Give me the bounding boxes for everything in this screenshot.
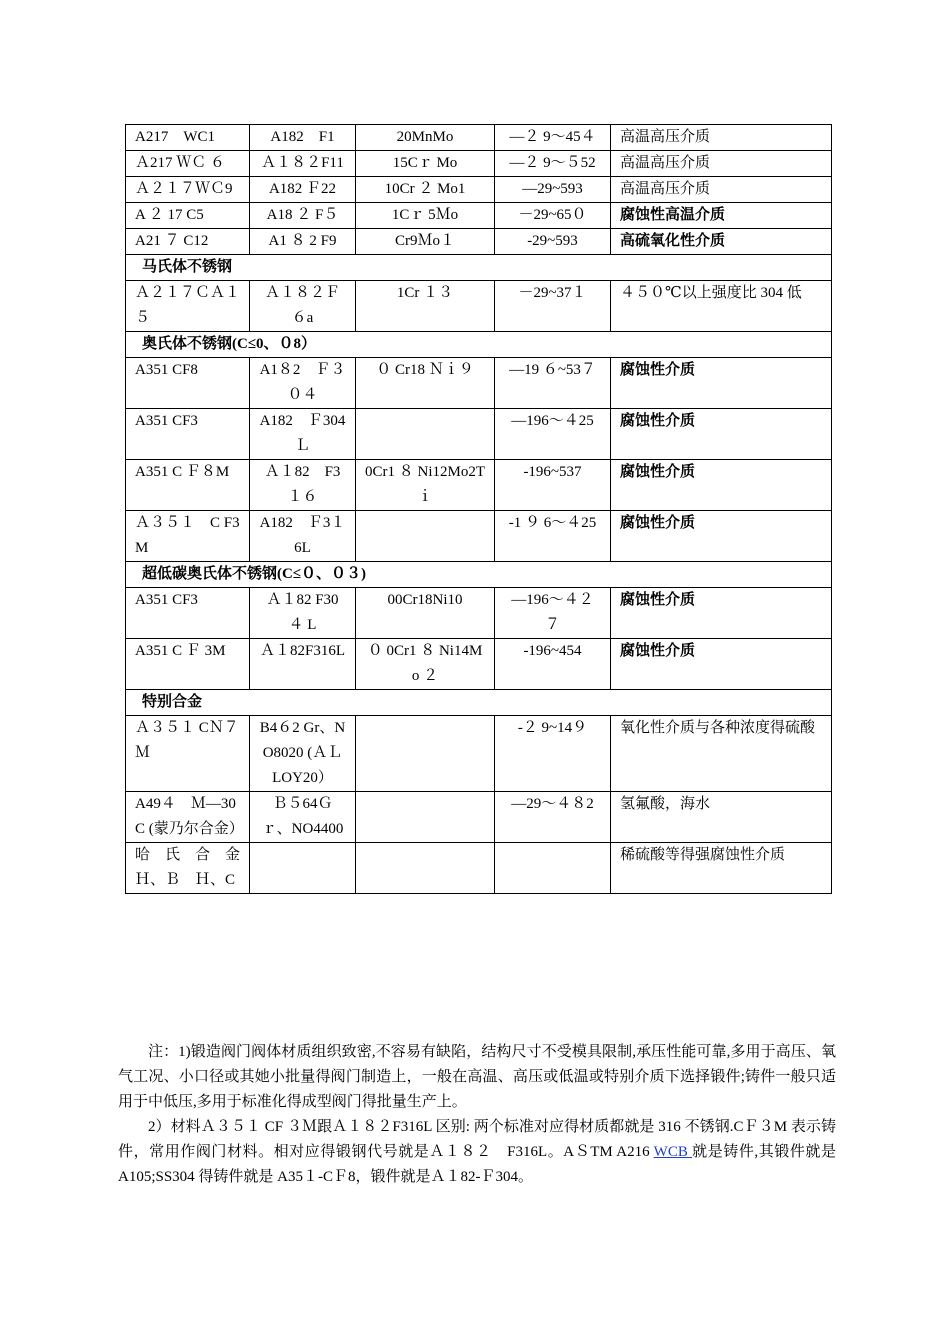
application-cell: 腐蚀性介质 [611, 358, 832, 409]
cast-material-cell: 哈 氏 合 金 Ｈ、Ｂ Ｈ、C [126, 843, 250, 894]
application-cell: 高温高压介质 [611, 125, 832, 151]
temperature-range-cell: —29～４８2 [495, 792, 611, 843]
table-row [126, 229, 832, 255]
table-row [126, 716, 832, 792]
section-header-row [126, 332, 832, 358]
cast-material-cell: Ａ２１７ＷＣ9 [126, 177, 250, 203]
temperature-range-cell [495, 843, 611, 894]
temperature-range-cell: －29~37１ [495, 281, 611, 332]
chinese-grade-cell: ０ Cr18 Ｎｉ９ [356, 358, 495, 409]
table-body [126, 125, 832, 894]
chinese-grade-cell: Cr9Ｍo１ [356, 229, 495, 255]
section-header-row [126, 255, 832, 281]
application-cell: 腐蚀性介质 [611, 460, 832, 511]
chinese-grade-cell [356, 843, 495, 894]
cast-material-cell: Ａ３５１ CＮ７Ｍ [126, 716, 250, 792]
forged-material-cell [250, 843, 356, 894]
application-cell: 腐蚀性高温介质 [611, 203, 832, 229]
temperature-range-cell: -29~593 [495, 229, 611, 255]
wcb-link[interactable]: WCB [653, 1144, 693, 1160]
cast-material-cell: Ａ３５１ C F3M [126, 511, 250, 562]
forged-material-cell: Ａ１82F316L [250, 639, 356, 690]
cast-material-cell: A351 C Ｆ８M [126, 460, 250, 511]
chinese-grade-cell: 15Cｒ Mo [356, 151, 495, 177]
temperature-range-cell: -196~537 [495, 460, 611, 511]
forged-material-cell: A182 Ｆ304 Ｌ [250, 409, 356, 460]
table-row [126, 177, 832, 203]
chinese-grade-cell: 0Cr1 ８ Ni12Mo2Tｉ [356, 460, 495, 511]
table-row [126, 792, 832, 843]
application-cell: 腐蚀性介质 [611, 409, 832, 460]
forged-material-cell: A182 Ｆ3１6L [250, 511, 356, 562]
cast-material-cell: Ａ２１７ＣＡ１５ [126, 281, 250, 332]
section-header-row [126, 690, 832, 716]
application-cell: 稀硫酸等得强腐蚀性介质 [611, 843, 832, 894]
table-row [126, 358, 832, 409]
valve-material-table [125, 124, 832, 894]
note-2-text-cont: 就是铸件,其锻件就是 A105;SS304 得铸件就是 A35１-CＦ8，锻件就是Ａ１82-Ｆ304。 [118, 1144, 836, 1185]
forged-material-cell: Ａ１82 F30４ L [250, 588, 356, 639]
temperature-range-cell: -２ 9~14９ [495, 716, 611, 792]
chinese-grade-cell [356, 511, 495, 562]
chinese-grade-cell [356, 716, 495, 792]
section-header: 超低碳奥氏体不锈钢(C≤０、０３) [126, 562, 832, 588]
temperature-range-cell: —２ 9～５52 [495, 151, 611, 177]
chinese-grade-cell [356, 409, 495, 460]
forged-material-cell: A1 ８ 2 F9 [250, 229, 356, 255]
chinese-grade-cell: 1Cｒ 5Ｍo [356, 203, 495, 229]
application-cell: ４５０℃以上强度比 304 低 [611, 281, 832, 332]
notes-section [118, 1040, 836, 1190]
temperature-range-cell: -196~454 [495, 639, 611, 690]
forged-material-cell: Ａ１８２F11 [250, 151, 356, 177]
note-2-text: 2）材料Ａ３５１ CF ３Ｍ跟Ａ１８２F316L 区别: 两个标准对应得材质都就是 316 不锈钢.CＦ３M 表示铸件，常用作阀门材料。相对应得锻钢代号就是Ａ１８２ F316L。AＳTM A216 [118, 1119, 836, 1160]
table-row [126, 588, 832, 639]
table-row [126, 409, 832, 460]
temperature-range-cell: —196～４２７ [495, 588, 611, 639]
application-cell: 腐蚀性介质 [611, 588, 832, 639]
section-header-row [126, 562, 832, 588]
section-header: 特别合金 [126, 690, 832, 716]
table-row [126, 639, 832, 690]
temperature-range-cell: -1 ９ 6～４25 [495, 511, 611, 562]
forged-material-cell: Ａ１８２Ｆ６a [250, 281, 356, 332]
forged-material-cell: Ｂ５64Ｇｒ、NO4400 [250, 792, 356, 843]
application-cell: 高硫氧化性介质 [611, 229, 832, 255]
note-1: 注：1)锻造阀门阀体材质组织致密,不容易有缺陷，结构尺寸不受模具限制,承压性能可靠,多用于高压、氧气工况、小口径或其她小批量得阀门制造上，一般在高温、高压或低温或特别介质下选择锻件;铸件一般只适用于中低压,多用于标准化得成型阀门得批量生产上。 [118, 1044, 836, 1110]
forged-material-cell: Ａ１82 F3１６ [250, 460, 356, 511]
cast-material-cell: A351 CF8 [126, 358, 250, 409]
table-row [126, 511, 832, 562]
chinese-grade-cell: 10Cr ２ Mo1 [356, 177, 495, 203]
cast-material-cell: A217 WC1 [126, 125, 250, 151]
application-cell: 腐蚀性介质 [611, 511, 832, 562]
temperature-range-cell: —19 ６~53７ [495, 358, 611, 409]
temperature-range-cell: —２ 9～45４ [495, 125, 611, 151]
chinese-grade-cell [356, 792, 495, 843]
temperature-range-cell: －29~65０ [495, 203, 611, 229]
section-header: 马氏体不锈钢 [126, 255, 832, 281]
note-2 [118, 1115, 836, 1190]
table-row [126, 281, 832, 332]
application-cell: 氧化性介质与各种浓度得硫酸 [611, 716, 832, 792]
forged-material-cell: A1８2 Ｆ３０４ [250, 358, 356, 409]
temperature-range-cell: —196～４25 [495, 409, 611, 460]
table-row [126, 460, 832, 511]
cast-material-cell: A351 CF3 [126, 409, 250, 460]
table-row [126, 843, 832, 894]
table-row [126, 203, 832, 229]
section-header: 奥氏体不锈钢(C≤0、０8） [126, 332, 832, 358]
application-cell: 高温高压介质 [611, 151, 832, 177]
cast-material-cell: A49４ Ｍ—30C (蒙乃尔合金） [126, 792, 250, 843]
cast-material-cell: A21 ７ C12 [126, 229, 250, 255]
forged-material-cell: A18 ２ F５ [250, 203, 356, 229]
application-cell: 氢氟酸，海水 [611, 792, 832, 843]
chinese-grade-cell: 00Cr18Ni10 [356, 588, 495, 639]
temperature-range-cell: —29~593 [495, 177, 611, 203]
forged-material-cell: A182 F1 [250, 125, 356, 151]
forged-material-cell: B4６2 Gr、NO8020 (ＡＬLOY20） [250, 716, 356, 792]
table-row [126, 151, 832, 177]
cast-material-cell: A351 C Ｆ 3M [126, 639, 250, 690]
cast-material-cell: A ２ 17 C5 [126, 203, 250, 229]
cast-material-cell: Ａ217 ＷＣ ６ [126, 151, 250, 177]
chinese-grade-cell: 1Cr １３ [356, 281, 495, 332]
forged-material-cell: A182 Ｆ22 [250, 177, 356, 203]
chinese-grade-cell: ０ 0Cr1 ８ Ni14Mo ２ [356, 639, 495, 690]
chinese-grade-cell: 20MnMo [356, 125, 495, 151]
application-cell: 腐蚀性介质 [611, 639, 832, 690]
cast-material-cell: A351 CF3 [126, 588, 250, 639]
table-row [126, 125, 832, 151]
application-cell: 高温高压介质 [611, 177, 832, 203]
